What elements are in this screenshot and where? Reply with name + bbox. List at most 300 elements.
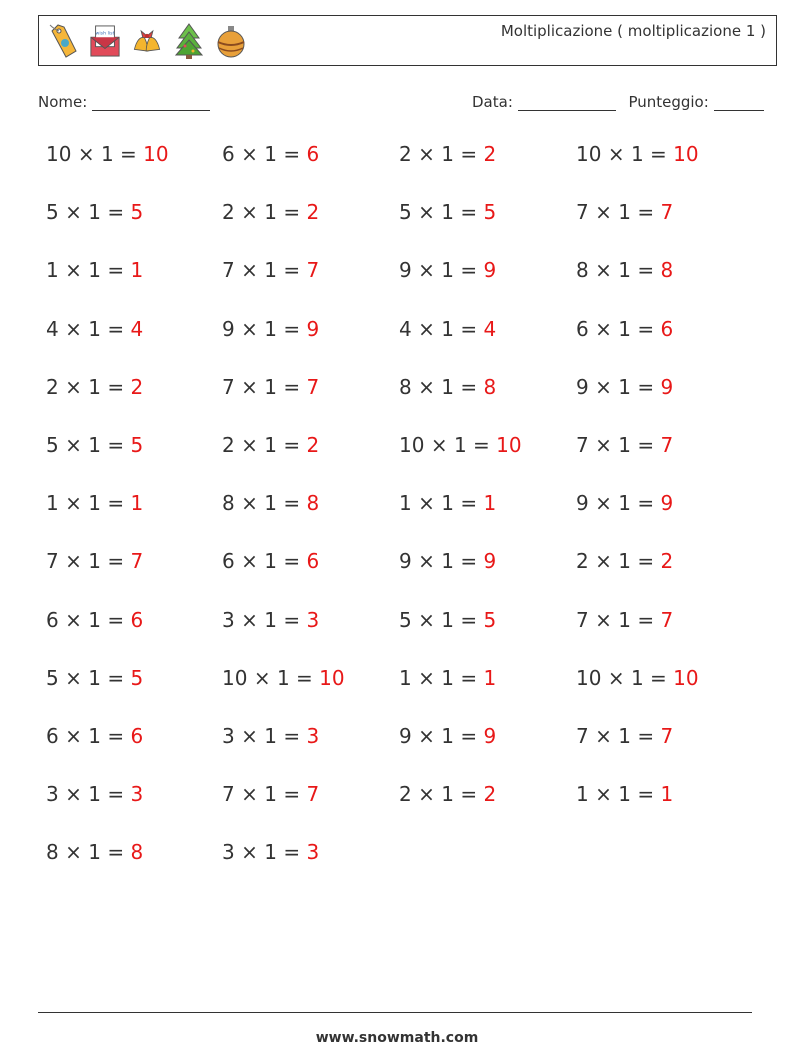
- factor-b: 1: [264, 433, 277, 457]
- multiplication-problem: [576, 375, 673, 399]
- factor-b: 1: [618, 782, 631, 807]
- factor-b: 1: [264, 142, 277, 166]
- multiplication-problem: [46, 840, 143, 864]
- answer: 6: [130, 724, 144, 748]
- factor-b: 1: [453, 433, 467, 457]
- factor-b: 1: [618, 200, 631, 225]
- factor-a: 10: [576, 665, 602, 690]
- times-sign: ×: [253, 665, 271, 690]
- times-sign: ×: [595, 491, 612, 516]
- answer: 9: [483, 258, 497, 283]
- times-sign: ×: [607, 142, 625, 166]
- times-sign: ×: [418, 316, 435, 341]
- equals-sign: =: [460, 549, 478, 574]
- factor-a: 9: [576, 374, 589, 399]
- answer: 6: [130, 607, 144, 632]
- factor-a: 1: [46, 491, 59, 516]
- multiplication-problem: [399, 549, 496, 573]
- answer: 3: [306, 724, 320, 748]
- factor-b: 1: [88, 549, 101, 574]
- equals-sign: =: [107, 316, 125, 341]
- factor-b: 1: [618, 607, 631, 632]
- factor-b: 1: [88, 374, 101, 399]
- equals-sign: =: [637, 374, 655, 399]
- factor-a: 7: [576, 200, 589, 225]
- factor-a: 3: [222, 607, 235, 632]
- times-sign: ×: [65, 665, 82, 690]
- multiplication-problem: [576, 608, 673, 632]
- multiplication-problem: [399, 433, 522, 457]
- factor-a: 3: [222, 724, 235, 748]
- equals-sign: =: [283, 200, 301, 225]
- answer: 3: [306, 840, 320, 865]
- factor-a: 4: [399, 316, 412, 341]
- factor-a: 10: [399, 433, 425, 457]
- multiplication-problem: [46, 491, 143, 515]
- header-icons: [47, 22, 247, 60]
- factor-b: 1: [441, 665, 454, 690]
- multiplication-problem: [399, 258, 496, 282]
- equals-sign: =: [637, 200, 655, 225]
- multiplication-problem: [576, 782, 673, 806]
- multiplication-problem: [46, 142, 169, 166]
- factor-b: 1: [264, 491, 277, 516]
- answer: 5: [130, 200, 144, 225]
- multiplication-problem: [222, 608, 319, 632]
- factor-b: 1: [618, 491, 631, 516]
- equals-sign: =: [283, 724, 301, 748]
- answer: 9: [483, 549, 497, 574]
- times-sign: ×: [418, 258, 435, 283]
- answer: 4: [130, 316, 144, 341]
- times-sign: ×: [241, 258, 258, 283]
- factor-a: 5: [399, 200, 412, 225]
- equals-sign: =: [107, 200, 125, 225]
- equals-sign: =: [460, 258, 478, 283]
- equals-sign: =: [120, 142, 137, 166]
- multiplication-problem: [399, 375, 496, 399]
- times-sign: ×: [595, 549, 612, 574]
- answer: 10: [496, 433, 522, 457]
- multiplication-problem: [399, 200, 496, 224]
- factor-b: 1: [630, 665, 644, 690]
- equals-sign: =: [107, 491, 125, 516]
- times-sign: ×: [241, 433, 258, 457]
- times-sign: ×: [241, 316, 258, 341]
- factor-b: 1: [88, 200, 101, 225]
- answer: 1: [660, 782, 674, 807]
- times-sign: ×: [607, 665, 625, 690]
- factor-a: 6: [46, 724, 59, 748]
- times-sign: ×: [418, 724, 435, 748]
- factor-b: 1: [264, 840, 277, 865]
- equals-sign: =: [637, 549, 655, 574]
- answer: 7: [306, 374, 320, 399]
- answer: 10: [673, 665, 699, 690]
- times-sign: ×: [241, 724, 258, 748]
- multiplication-problem: [399, 724, 496, 748]
- times-sign: ×: [418, 491, 435, 516]
- christmas-bells-icon: [131, 22, 163, 60]
- equals-sign: =: [637, 316, 655, 341]
- answer: 1: [483, 491, 497, 516]
- factor-a: 1: [46, 258, 59, 283]
- equals-sign: =: [650, 665, 667, 690]
- factor-a: 5: [399, 607, 412, 632]
- factor-a: 7: [222, 258, 235, 283]
- factor-b: 1: [264, 258, 277, 283]
- equals-sign: =: [107, 258, 125, 283]
- multiplication-problem: [46, 724, 143, 748]
- multiplication-problem: [576, 200, 673, 224]
- equals-sign: =: [460, 316, 478, 341]
- equals-sign: =: [107, 549, 125, 574]
- times-sign: ×: [241, 374, 258, 399]
- times-sign: ×: [65, 258, 82, 283]
- multiplication-problem: [576, 549, 673, 573]
- answer: 7: [306, 258, 320, 283]
- answer: 7: [306, 782, 320, 807]
- equals-sign: =: [107, 724, 125, 748]
- factor-a: 9: [399, 258, 412, 283]
- factor-a: 1: [576, 782, 589, 807]
- equals-sign: =: [637, 433, 655, 457]
- factor-a: 10: [46, 142, 72, 166]
- multiplication-problem: [46, 549, 143, 573]
- factor-a: 7: [222, 782, 235, 807]
- data-line[interactable]: [518, 96, 616, 111]
- factor-a: 7: [576, 433, 589, 457]
- factor-a: 9: [399, 549, 412, 574]
- answer: 2: [483, 782, 497, 807]
- answer: 6: [306, 549, 320, 574]
- factor-a: 3: [46, 782, 59, 807]
- answer: 9: [483, 724, 497, 748]
- answer: 8: [306, 491, 320, 516]
- factor-a: 1: [399, 665, 412, 690]
- multiplication-problem: [46, 317, 143, 341]
- equals-sign: =: [283, 549, 301, 574]
- answer: 2: [483, 142, 497, 166]
- answer: 2: [130, 374, 144, 399]
- factor-b: 1: [100, 142, 114, 166]
- multiplication-problem: [222, 491, 319, 515]
- gift-tag-icon: [47, 22, 79, 60]
- equals-sign: =: [107, 665, 125, 690]
- factor-a: 5: [46, 665, 59, 690]
- equals-sign: =: [637, 258, 655, 283]
- factor-b: 1: [618, 374, 631, 399]
- answer: 7: [660, 724, 674, 748]
- equals-sign: =: [460, 200, 478, 225]
- punteggio-line[interactable]: [714, 96, 764, 111]
- times-sign: ×: [241, 607, 258, 632]
- answer: 1: [130, 491, 144, 516]
- times-sign: ×: [418, 142, 435, 166]
- answer: 7: [660, 433, 674, 457]
- multiplication-problem: [46, 608, 143, 632]
- equals-sign: =: [283, 607, 301, 632]
- multiplication-problem: [399, 782, 496, 806]
- times-sign: ×: [65, 782, 82, 807]
- answer: 7: [660, 607, 674, 632]
- equals-sign: =: [107, 782, 125, 807]
- multiplication-problem: [399, 666, 496, 690]
- nome-label: Nome:: [38, 93, 88, 111]
- factor-a: 8: [46, 840, 59, 865]
- multiplication-problem: [222, 724, 319, 748]
- factor-a: 6: [222, 549, 235, 574]
- multiplication-problem: [576, 317, 673, 341]
- multiplication-problem: [222, 782, 319, 806]
- worksheet-title: Moltiplicazione ( moltiplicazione 1 ): [500, 22, 766, 40]
- factor-b: 1: [441, 142, 454, 166]
- wish-list-text: wish list: [95, 31, 115, 37]
- factor-a: 8: [399, 374, 412, 399]
- ornament-bauble-icon: [215, 22, 247, 60]
- factor-b: 1: [88, 665, 101, 690]
- equals-sign: =: [283, 142, 301, 166]
- times-sign: ×: [595, 316, 612, 341]
- multiplication-problem: [222, 433, 319, 457]
- factor-b: 1: [88, 316, 101, 341]
- times-sign: ×: [418, 374, 435, 399]
- answer: 2: [306, 200, 320, 225]
- times-sign: ×: [595, 200, 612, 225]
- nome-field: [38, 93, 210, 111]
- times-sign: ×: [77, 142, 95, 166]
- footer-divider: [38, 1012, 752, 1013]
- answer: 10: [143, 142, 169, 166]
- factor-a: 9: [222, 316, 235, 341]
- equals-sign: =: [637, 782, 655, 807]
- answer: 8: [483, 374, 497, 399]
- equals-sign: =: [637, 491, 655, 516]
- wish-list-envelope-icon: [89, 22, 121, 60]
- times-sign: ×: [65, 316, 82, 341]
- times-sign: ×: [430, 433, 448, 457]
- equals-sign: =: [107, 433, 125, 457]
- times-sign: ×: [65, 374, 82, 399]
- equals-sign: =: [283, 258, 301, 283]
- factor-b: 1: [441, 374, 454, 399]
- equals-sign: =: [637, 724, 655, 748]
- christmas-tree-icon: [173, 22, 205, 60]
- answer: 5: [130, 433, 144, 457]
- answer: 5: [130, 665, 144, 690]
- times-sign: ×: [595, 782, 612, 807]
- times-sign: ×: [418, 782, 435, 807]
- factor-b: 1: [264, 374, 277, 399]
- factor-b: 1: [618, 724, 631, 748]
- equals-sign: =: [460, 724, 478, 748]
- answer: 6: [660, 316, 674, 341]
- multiplication-problem: [222, 840, 319, 864]
- factor-a: 7: [46, 549, 59, 574]
- punteggio-label: Punteggio:: [628, 93, 709, 111]
- times-sign: ×: [241, 200, 258, 225]
- factor-a: 6: [222, 142, 235, 166]
- factor-b: 1: [88, 433, 101, 457]
- times-sign: ×: [241, 840, 258, 865]
- answer: 8: [130, 840, 144, 865]
- answer: 3: [306, 607, 320, 632]
- times-sign: ×: [241, 491, 258, 516]
- factor-a: 4: [46, 316, 59, 341]
- factor-b: 1: [264, 549, 277, 574]
- answer: 6: [306, 142, 320, 166]
- factor-b: 1: [264, 782, 277, 807]
- times-sign: ×: [241, 549, 258, 574]
- factor-b: 1: [264, 316, 277, 341]
- factor-b: 1: [88, 782, 101, 807]
- times-sign: ×: [595, 607, 612, 632]
- times-sign: ×: [65, 491, 82, 516]
- multiplication-problem: [399, 491, 496, 515]
- factor-b: 1: [618, 316, 631, 341]
- times-sign: ×: [65, 840, 82, 865]
- equals-sign: =: [460, 607, 478, 632]
- answer: 7: [660, 200, 674, 225]
- factor-a: 2: [46, 374, 59, 399]
- equals-sign: =: [460, 142, 478, 166]
- factor-b: 1: [630, 142, 644, 166]
- factor-a: 9: [399, 724, 412, 748]
- answer: 9: [306, 316, 320, 341]
- equals-sign: =: [460, 491, 478, 516]
- footer-url: www.snowmath.com: [315, 1030, 479, 1046]
- factor-b: 1: [441, 491, 454, 516]
- factor-a: 9: [576, 491, 589, 516]
- factor-a: 6: [576, 316, 589, 341]
- factor-a: 1: [399, 491, 412, 516]
- multiplication-problem: [399, 142, 496, 166]
- multiplication-problem: [46, 375, 143, 399]
- multiplication-problem: [576, 666, 699, 690]
- factor-b: 1: [441, 607, 454, 632]
- multiplication-problem: [46, 433, 143, 457]
- answer: 1: [483, 665, 497, 690]
- factor-b: 1: [441, 724, 454, 748]
- equals-sign: =: [460, 782, 478, 807]
- multiplication-problem: [222, 142, 319, 166]
- answer: 2: [660, 549, 674, 574]
- equals-sign: =: [650, 142, 667, 166]
- multiplication-problem: [576, 724, 673, 748]
- factor-b: 1: [276, 665, 290, 690]
- factor-b: 1: [264, 724, 277, 748]
- answer: 8: [660, 258, 674, 283]
- factor-b: 1: [441, 316, 454, 341]
- factor-b: 1: [88, 491, 101, 516]
- times-sign: ×: [65, 724, 82, 748]
- factor-a: 10: [222, 665, 248, 690]
- answer: 3: [130, 782, 144, 807]
- factor-a: 7: [576, 607, 589, 632]
- factor-b: 1: [441, 258, 454, 283]
- factor-a: 3: [222, 840, 235, 865]
- factor-a: 2: [399, 142, 412, 166]
- factor-a: 2: [399, 782, 412, 807]
- answer: 9: [660, 374, 674, 399]
- times-sign: ×: [241, 142, 258, 166]
- multiplication-problem: [222, 549, 319, 573]
- equals-sign: =: [283, 840, 301, 865]
- times-sign: ×: [418, 607, 435, 632]
- factor-a: 5: [46, 433, 59, 457]
- times-sign: ×: [418, 549, 435, 574]
- factor-b: 1: [264, 607, 277, 632]
- factor-a: 8: [222, 491, 235, 516]
- multiplication-problem: [46, 782, 143, 806]
- factor-b: 1: [88, 840, 101, 865]
- multiplication-problem: [222, 666, 345, 690]
- factor-a: 7: [576, 724, 589, 748]
- factor-b: 1: [618, 549, 631, 574]
- equals-sign: =: [283, 433, 301, 457]
- multiplication-problem: [222, 375, 319, 399]
- times-sign: ×: [418, 665, 435, 690]
- factor-b: 1: [441, 549, 454, 574]
- factor-b: 1: [618, 433, 631, 457]
- multiplication-problem: [46, 200, 143, 224]
- multiplication-problem: [46, 666, 143, 690]
- factor-b: 1: [441, 782, 454, 807]
- times-sign: ×: [595, 433, 612, 457]
- times-sign: ×: [65, 200, 82, 225]
- multiplication-problem: [576, 491, 673, 515]
- factor-a: 2: [576, 549, 589, 574]
- equals-sign: =: [283, 374, 301, 399]
- equals-sign: =: [283, 491, 301, 516]
- data-label: Data:: [472, 93, 513, 111]
- multiplication-problem: [222, 317, 319, 341]
- factor-b: 1: [264, 200, 277, 225]
- multiplication-problem: [576, 433, 673, 457]
- answer: 10: [673, 142, 699, 166]
- factor-b: 1: [88, 607, 101, 632]
- multiplication-problem: [222, 258, 319, 282]
- equals-sign: =: [107, 607, 125, 632]
- equals-sign: =: [283, 782, 301, 807]
- factor-a: 10: [576, 142, 602, 166]
- answer: 2: [306, 433, 320, 457]
- factor-a: 2: [222, 200, 235, 225]
- times-sign: ×: [595, 724, 612, 748]
- times-sign: ×: [65, 549, 82, 574]
- nome-line[interactable]: [92, 96, 210, 111]
- factor-a: 2: [222, 433, 235, 457]
- times-sign: ×: [65, 607, 82, 632]
- times-sign: ×: [595, 258, 612, 283]
- answer: 4: [483, 316, 497, 341]
- multiplication-problem: [576, 258, 673, 282]
- factor-a: 7: [222, 374, 235, 399]
- factor-a: 5: [46, 200, 59, 225]
- answer: 1: [130, 258, 144, 283]
- equals-sign: =: [473, 433, 490, 457]
- answer: 5: [483, 200, 497, 225]
- header-box: [38, 15, 777, 66]
- equals-sign: =: [107, 374, 125, 399]
- times-sign: ×: [595, 374, 612, 399]
- factor-b: 1: [618, 258, 631, 283]
- multiplication-problem: [399, 317, 496, 341]
- equals-sign: =: [283, 316, 301, 341]
- answer: 5: [483, 607, 497, 632]
- factor-b: 1: [441, 200, 454, 225]
- times-sign: ×: [65, 433, 82, 457]
